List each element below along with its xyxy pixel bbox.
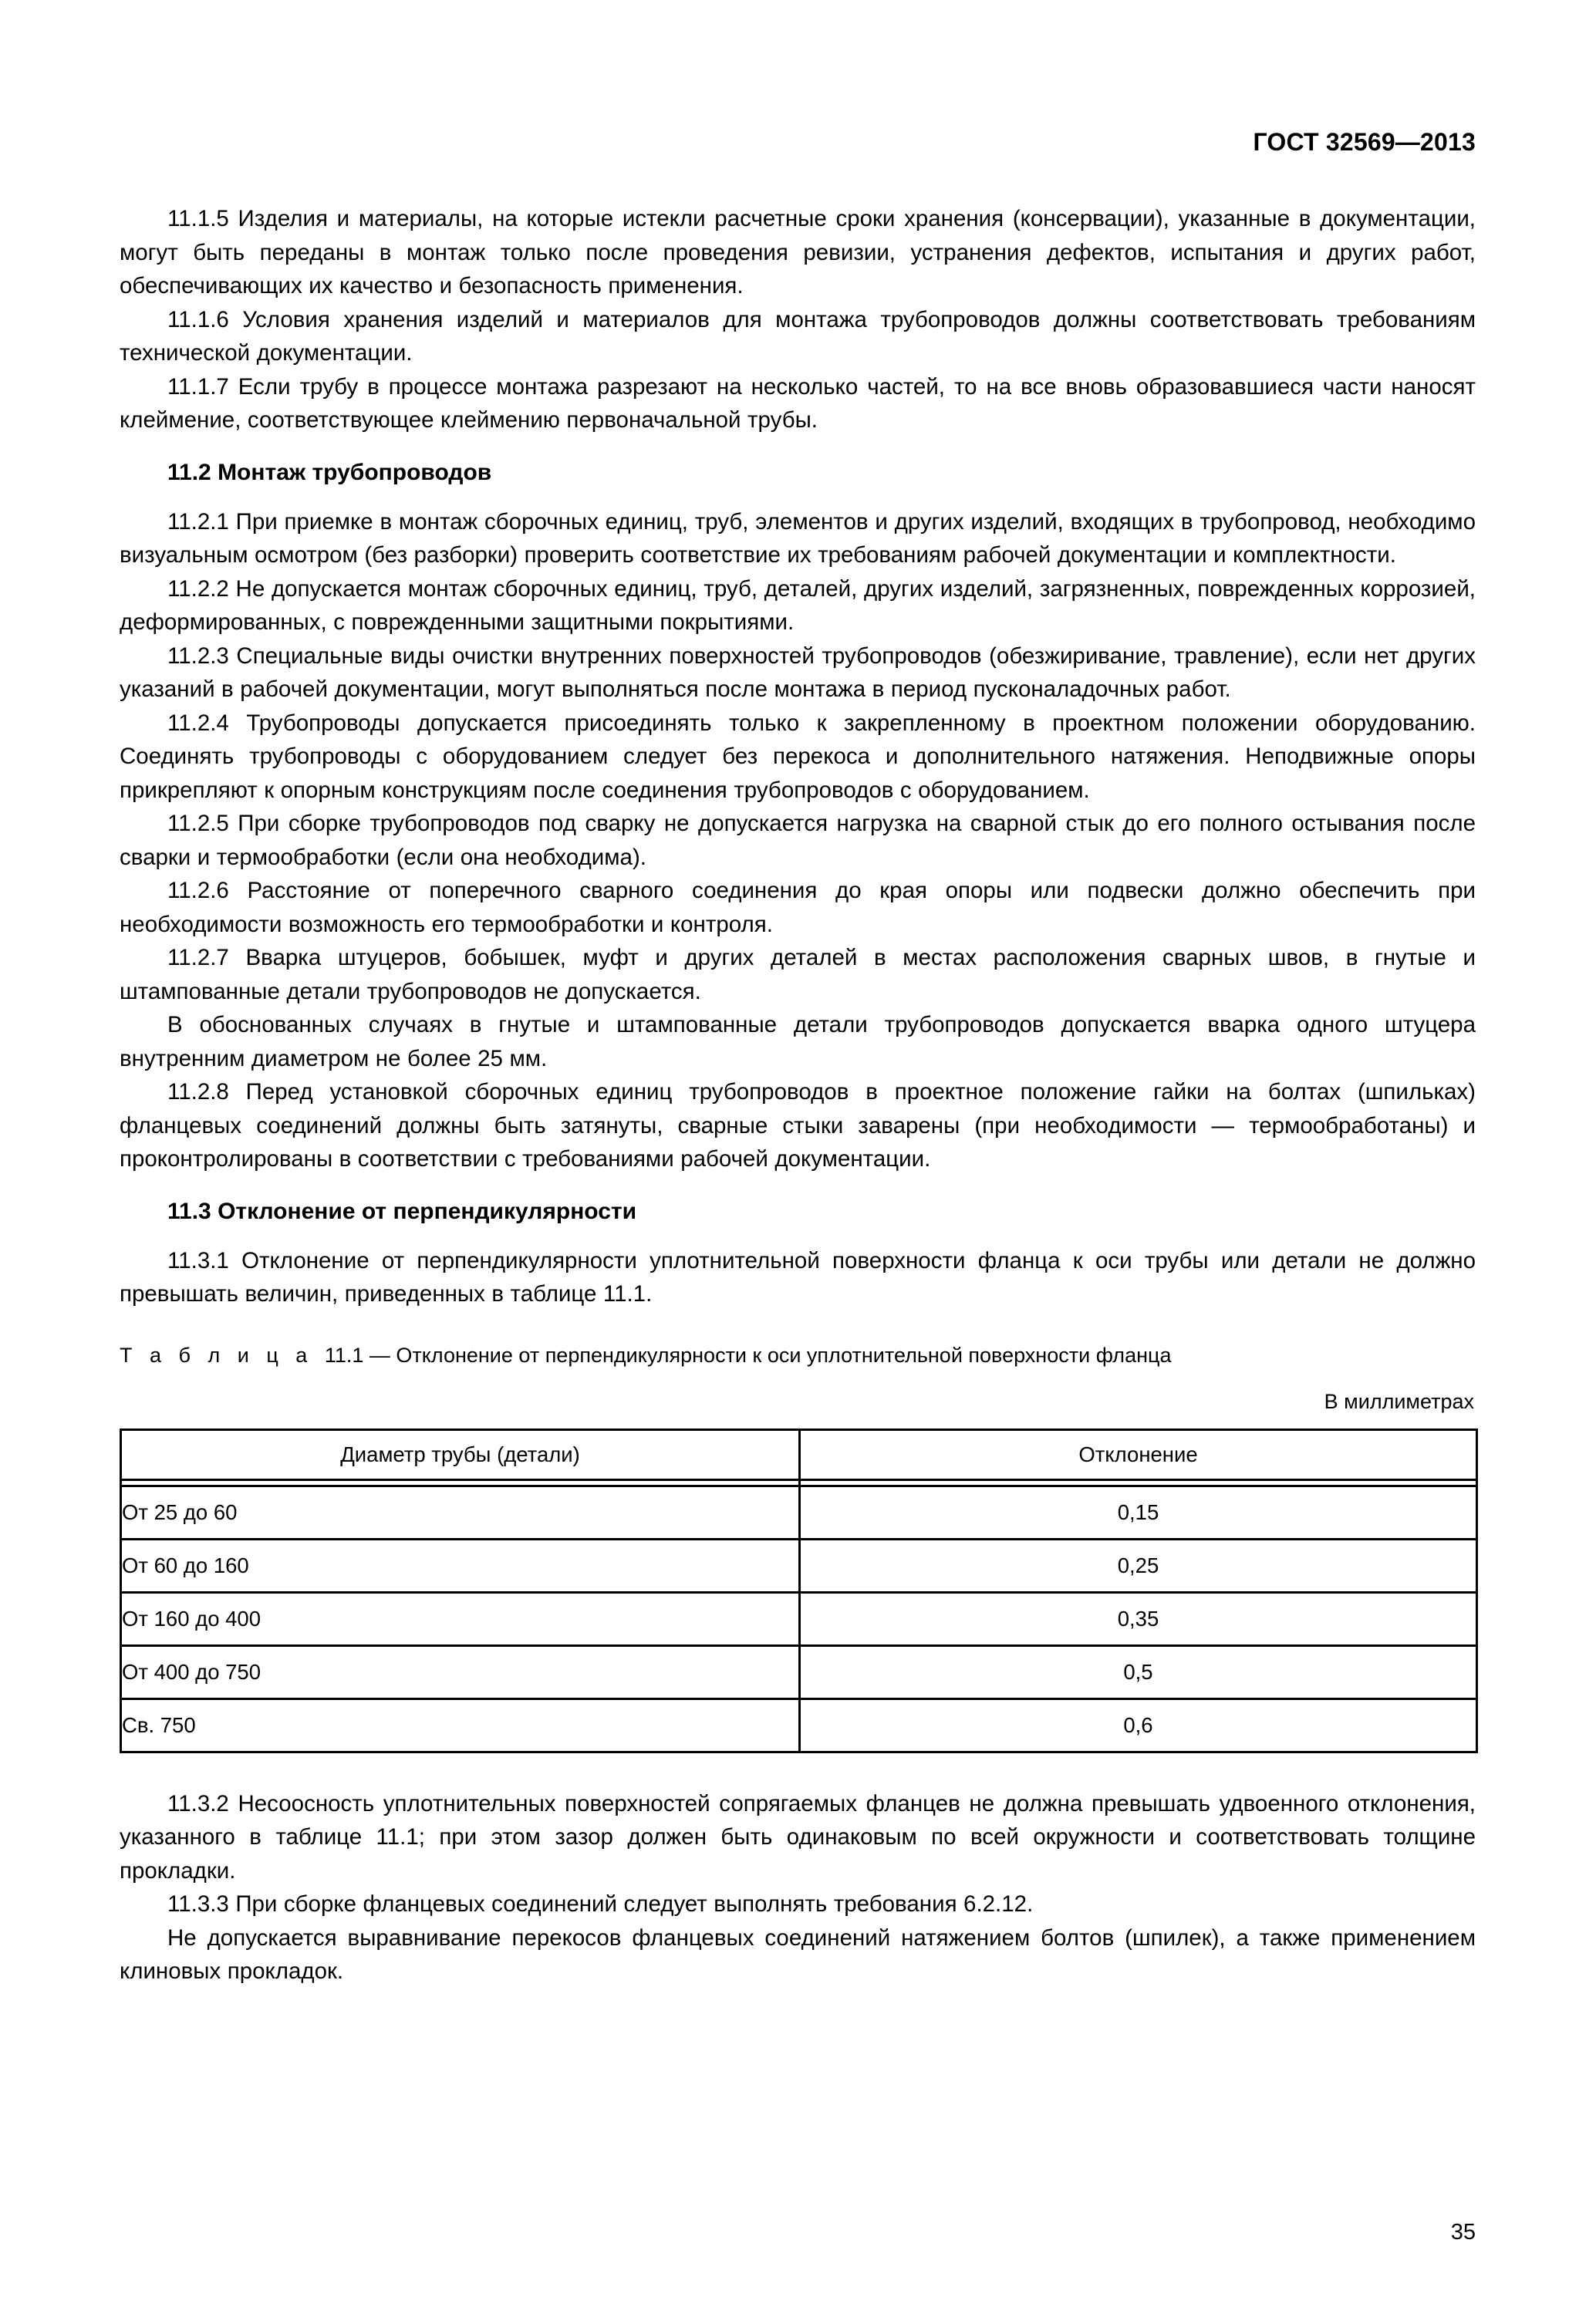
paragraph-11-1-7: 11.1.7 Если трубу в процессе монтажа разрезают на несколько частей, то на все вновь образовавшиеся части наносят клеймение, соответствующее клеймению первоначальной трубы.	[120, 373, 1476, 433]
cell-diameter: От 25 до 60	[121, 1486, 800, 1539]
cell-deviation: 0,15	[800, 1486, 1477, 1539]
paragraph-11-2-4: 11.2.4 Трубопроводы допускается присоединять только к закрепленному в проектном положении оборудованию. Соединять трубопроводы с оборудованием следует без перекоса и дополнительного натяжения. Неподвижные опоры прикрепляют к опорным конструкциям после соединения трубопроводов с оборудованием.	[120, 710, 1476, 803]
paragraph-11-2-8: 11.2.8 Перед установкой сборочных единиц трубопроводов в проектное положение гайки на болтах (шпильках) фланцевых соединений должны быть затянуты, сварные стыки заварены (при необходимости — термообработаны) и проконтролированы в соответствии с требованиями рабочей документации.	[120, 1079, 1476, 1172]
column-header-deviation: Отклонение	[800, 1429, 1477, 1479]
running-header-standard-id: ГОСТ 32569—2013	[1253, 128, 1476, 156]
table-row	[121, 1539, 1477, 1592]
paragraph-11-2-5: 11.2.5 При сборке трубопроводов под сварку не допускается нагрузка на сварной стык до его полного остывания после сварки и термообработки (если она необходима).	[120, 811, 1476, 870]
page-content	[120, 202, 1476, 1988]
paragraph-11-3-3-note: Не допускается выравнивание перекосов фланцевых соединений натяжением болтов (шпилек), а также применением клиновых прокладок.	[120, 1924, 1476, 1984]
deviation-table	[120, 1429, 1478, 1753]
paragraph-11-2-7-note: В обоснованных случаях в гнутые и штампованные детали трубопроводов допускается вварка одного штуцера внутренним диаметром не более 25 мм.	[120, 1012, 1476, 1071]
table-caption-dash: —	[369, 1343, 390, 1367]
paragraph-11-2-1: 11.2.1 При приемке в монтаж сборочных единиц, труб, элементов и других изделий, входящих в трубопровод, необходимо визуальным осмотром (без разборки) проверить соответствие их требованиям рабочей документации и комплектности.	[120, 508, 1476, 568]
page-number: 35	[1450, 2220, 1476, 2245]
table-row	[121, 1698, 1477, 1752]
paragraph-11-2-2: 11.2.2 Не допускается монтаж сборочных единиц, труб, деталей, других изделий, загрязненных, поврежденных коррозией, деформированных, с поврежденными защитными покрытиями.	[120, 575, 1476, 635]
paragraph-11-3-1: 11.3.1 Отклонение от перпендикулярности уплотнительной поверхности фланца к оси трубы или детали не должно превышать величин, приведенных в таблице 11.1.	[120, 1247, 1476, 1307]
table-units-note: В миллиметрах	[1324, 1389, 1474, 1413]
cell-deviation: 0,5	[800, 1645, 1477, 1698]
table-caption-number: 11.1	[324, 1343, 364, 1367]
table-header-row	[121, 1429, 1477, 1479]
paragraph-11-2-7: 11.2.7 Вварка штуцеров, бобышек, муфт и других деталей в местах расположения сварных швов, в гнутые и штампованные детали трубопроводов не допускается.	[120, 945, 1476, 1004]
table-caption-spacer-2	[363, 1344, 369, 1367]
cell-deviation: 0,35	[800, 1592, 1477, 1645]
table-row	[121, 1486, 1477, 1539]
table-caption-text: Отклонение от перпендикулярности к оси уплотнительной поверхности фланца	[396, 1343, 1172, 1367]
table-body	[121, 1486, 1477, 1752]
cell-diameter: От 60 до 160	[121, 1539, 800, 1592]
paragraph-11-2-3: 11.2.3 Специальные виды очистки внутренних поверхностей трубопроводов (обезжиривание, травление), если нет других указаний в рабочей документации, могут выполняться после монтажа в период пусконаладочных работ.	[120, 643, 1476, 702]
section-heading-11-2: 11.2 Монтаж трубопроводов	[167, 459, 492, 485]
table-row	[121, 1592, 1477, 1645]
cell-deviation: 0,25	[800, 1539, 1477, 1592]
table-block-11-1	[120, 1311, 1476, 1753]
cell-diameter: От 160 до 400	[121, 1592, 800, 1645]
rule-cell-right	[800, 1479, 1477, 1486]
table-row	[121, 1645, 1477, 1698]
paragraph-11-1-6: 11.1.6 Условия хранения изделий и материалов для монтажа трубопроводов должны соответствовать требованиям технической документации.	[120, 306, 1476, 366]
table-head	[121, 1429, 1477, 1486]
paragraph-11-2-6: 11.2.6 Расстояние от поперечного сварного соединения до края опоры или подвески должно обеспечить при необходимости возможность его термообработки и контроля.	[120, 878, 1476, 937]
rule-cell-left	[121, 1479, 800, 1486]
paragraph-11-3-2: 11.3.2 Несоосность уплотнительных поверхностей сопрягаемых фланцев не должна превышать удвоенного отклонения, указанного в таблице 11.1; при этом зазор должен быть одинаковым по всей окружности и соответствовать толщине прокладки.	[120, 1790, 1476, 1884]
table-caption-label: Т а б л и ц а	[120, 1343, 313, 1367]
table-caption	[120, 1341, 1476, 1370]
table-header-double-rule	[121, 1479, 1477, 1486]
table-caption-spacer	[313, 1344, 325, 1367]
cell-diameter: Св. 750	[121, 1698, 800, 1752]
post-table-paragraphs	[120, 1753, 1476, 1988]
paragraph-11-1-5: 11.1.5 Изделия и материалы, на которые истекли расчетные сроки хранения (консервации), указанные в документации, могут быть переданы в монтаж только после проведения ревизии, устранения дефектов, испытания и других работ, обеспечивающих их качество и безопасность применения.	[120, 206, 1476, 299]
column-header-diameter: Диаметр трубы (детали)	[121, 1429, 800, 1479]
section-heading-11-3: 11.3 Отклонение от перпендикулярности	[167, 1198, 637, 1224]
cell-diameter: От 400 до 750	[121, 1645, 800, 1698]
cell-deviation: 0,6	[800, 1698, 1477, 1752]
paragraph-11-3-3: 11.3.3 При сборке фланцевых соединений следует выполнять требования 6.2.12.	[167, 1891, 1034, 1917]
